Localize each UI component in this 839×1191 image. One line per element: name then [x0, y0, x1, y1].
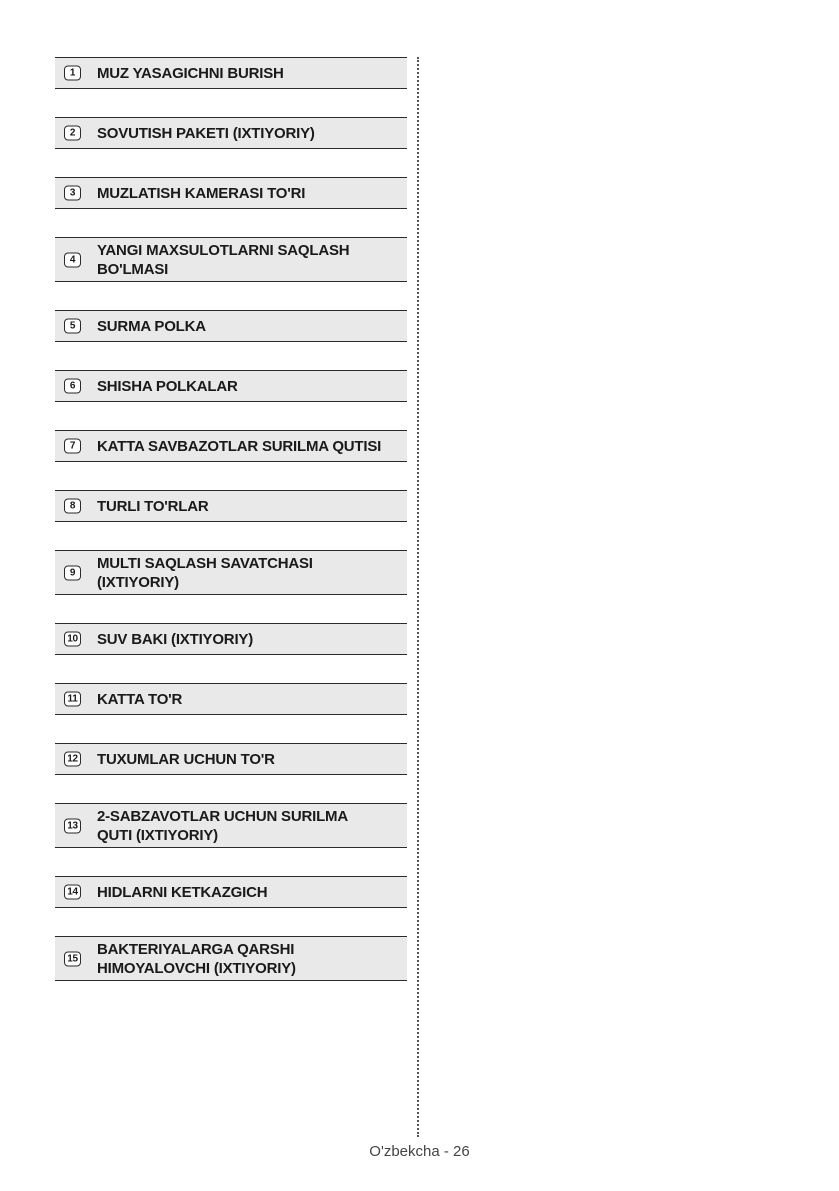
part-number-badge: 15 — [64, 951, 81, 966]
part-label: SUV BAKI (IXTIYORIY) — [97, 631, 254, 648]
part-item — [55, 876, 407, 908]
part-number-badge: 3 — [64, 186, 81, 201]
part-number-badge: 2 — [64, 126, 81, 141]
part-label: TURLI TO'RLAR — [97, 498, 209, 515]
part-item — [55, 370, 407, 402]
part-number-badge: 5 — [64, 319, 81, 334]
part-number-badge: 13 — [64, 818, 81, 833]
part-number-badge: 10 — [64, 632, 81, 647]
part-label: MULTI SAQLASH SAVATCHASI (IXTIYORIY) — [97, 555, 313, 591]
part-label: HIDLARNI KETKAZGICH — [97, 884, 268, 901]
part-number-badge: 7 — [64, 439, 81, 454]
part-item — [55, 623, 407, 655]
part-label: SHISHA POLKALAR — [97, 378, 238, 395]
part-item — [55, 310, 407, 342]
part-number-badge: 9 — [64, 565, 81, 580]
part-label: MUZ YASAGICHNI BURISH — [97, 65, 284, 82]
part-number-badge: 11 — [64, 692, 81, 707]
part-number-badge: 14 — [64, 885, 81, 900]
column-divider — [417, 57, 419, 1137]
part-label: MUZLATISH KAMERASI TO'RI — [97, 185, 306, 202]
part-number-badge: 4 — [64, 252, 81, 267]
part-number-badge: 8 — [64, 499, 81, 514]
part-number-badge: 6 — [64, 379, 81, 394]
part-label: KATTA SAVBAZOTLAR SURILMA QUTISI — [97, 438, 382, 455]
part-label: SURMA POLKA — [97, 318, 206, 335]
part-item — [55, 683, 407, 715]
part-item — [55, 550, 407, 595]
page-footer: O'zbekcha - 26 — [369, 1143, 470, 1160]
part-item — [55, 803, 407, 848]
part-item — [55, 177, 407, 209]
part-item — [55, 490, 407, 522]
part-item — [55, 237, 407, 282]
part-item — [55, 117, 407, 149]
part-item — [55, 936, 407, 981]
part-label: TUXUMLAR UCHUN TO'R — [97, 751, 275, 768]
part-label: 2-SABZAVOTLAR UCHUN SURILMA QUTI (IXTIYORIY) — [97, 808, 348, 844]
parts-list — [55, 57, 407, 1009]
part-item — [55, 743, 407, 775]
part-number-badge: 1 — [64, 66, 81, 81]
part-label: KATTA TO'R — [97, 691, 183, 708]
part-label: SOVUTISH PAKETI (IXTIYORIY) — [97, 125, 315, 142]
part-label: BAKTERIYALARGA QARSHI HIMOYALOVCHI (IXTIYORIY) — [97, 941, 296, 977]
part-item — [55, 430, 407, 462]
part-item — [55, 57, 407, 89]
part-label: YANGI MAXSULOTLARNI SAQLASH BO'LMASI — [97, 242, 350, 278]
part-number-badge: 12 — [64, 752, 81, 767]
